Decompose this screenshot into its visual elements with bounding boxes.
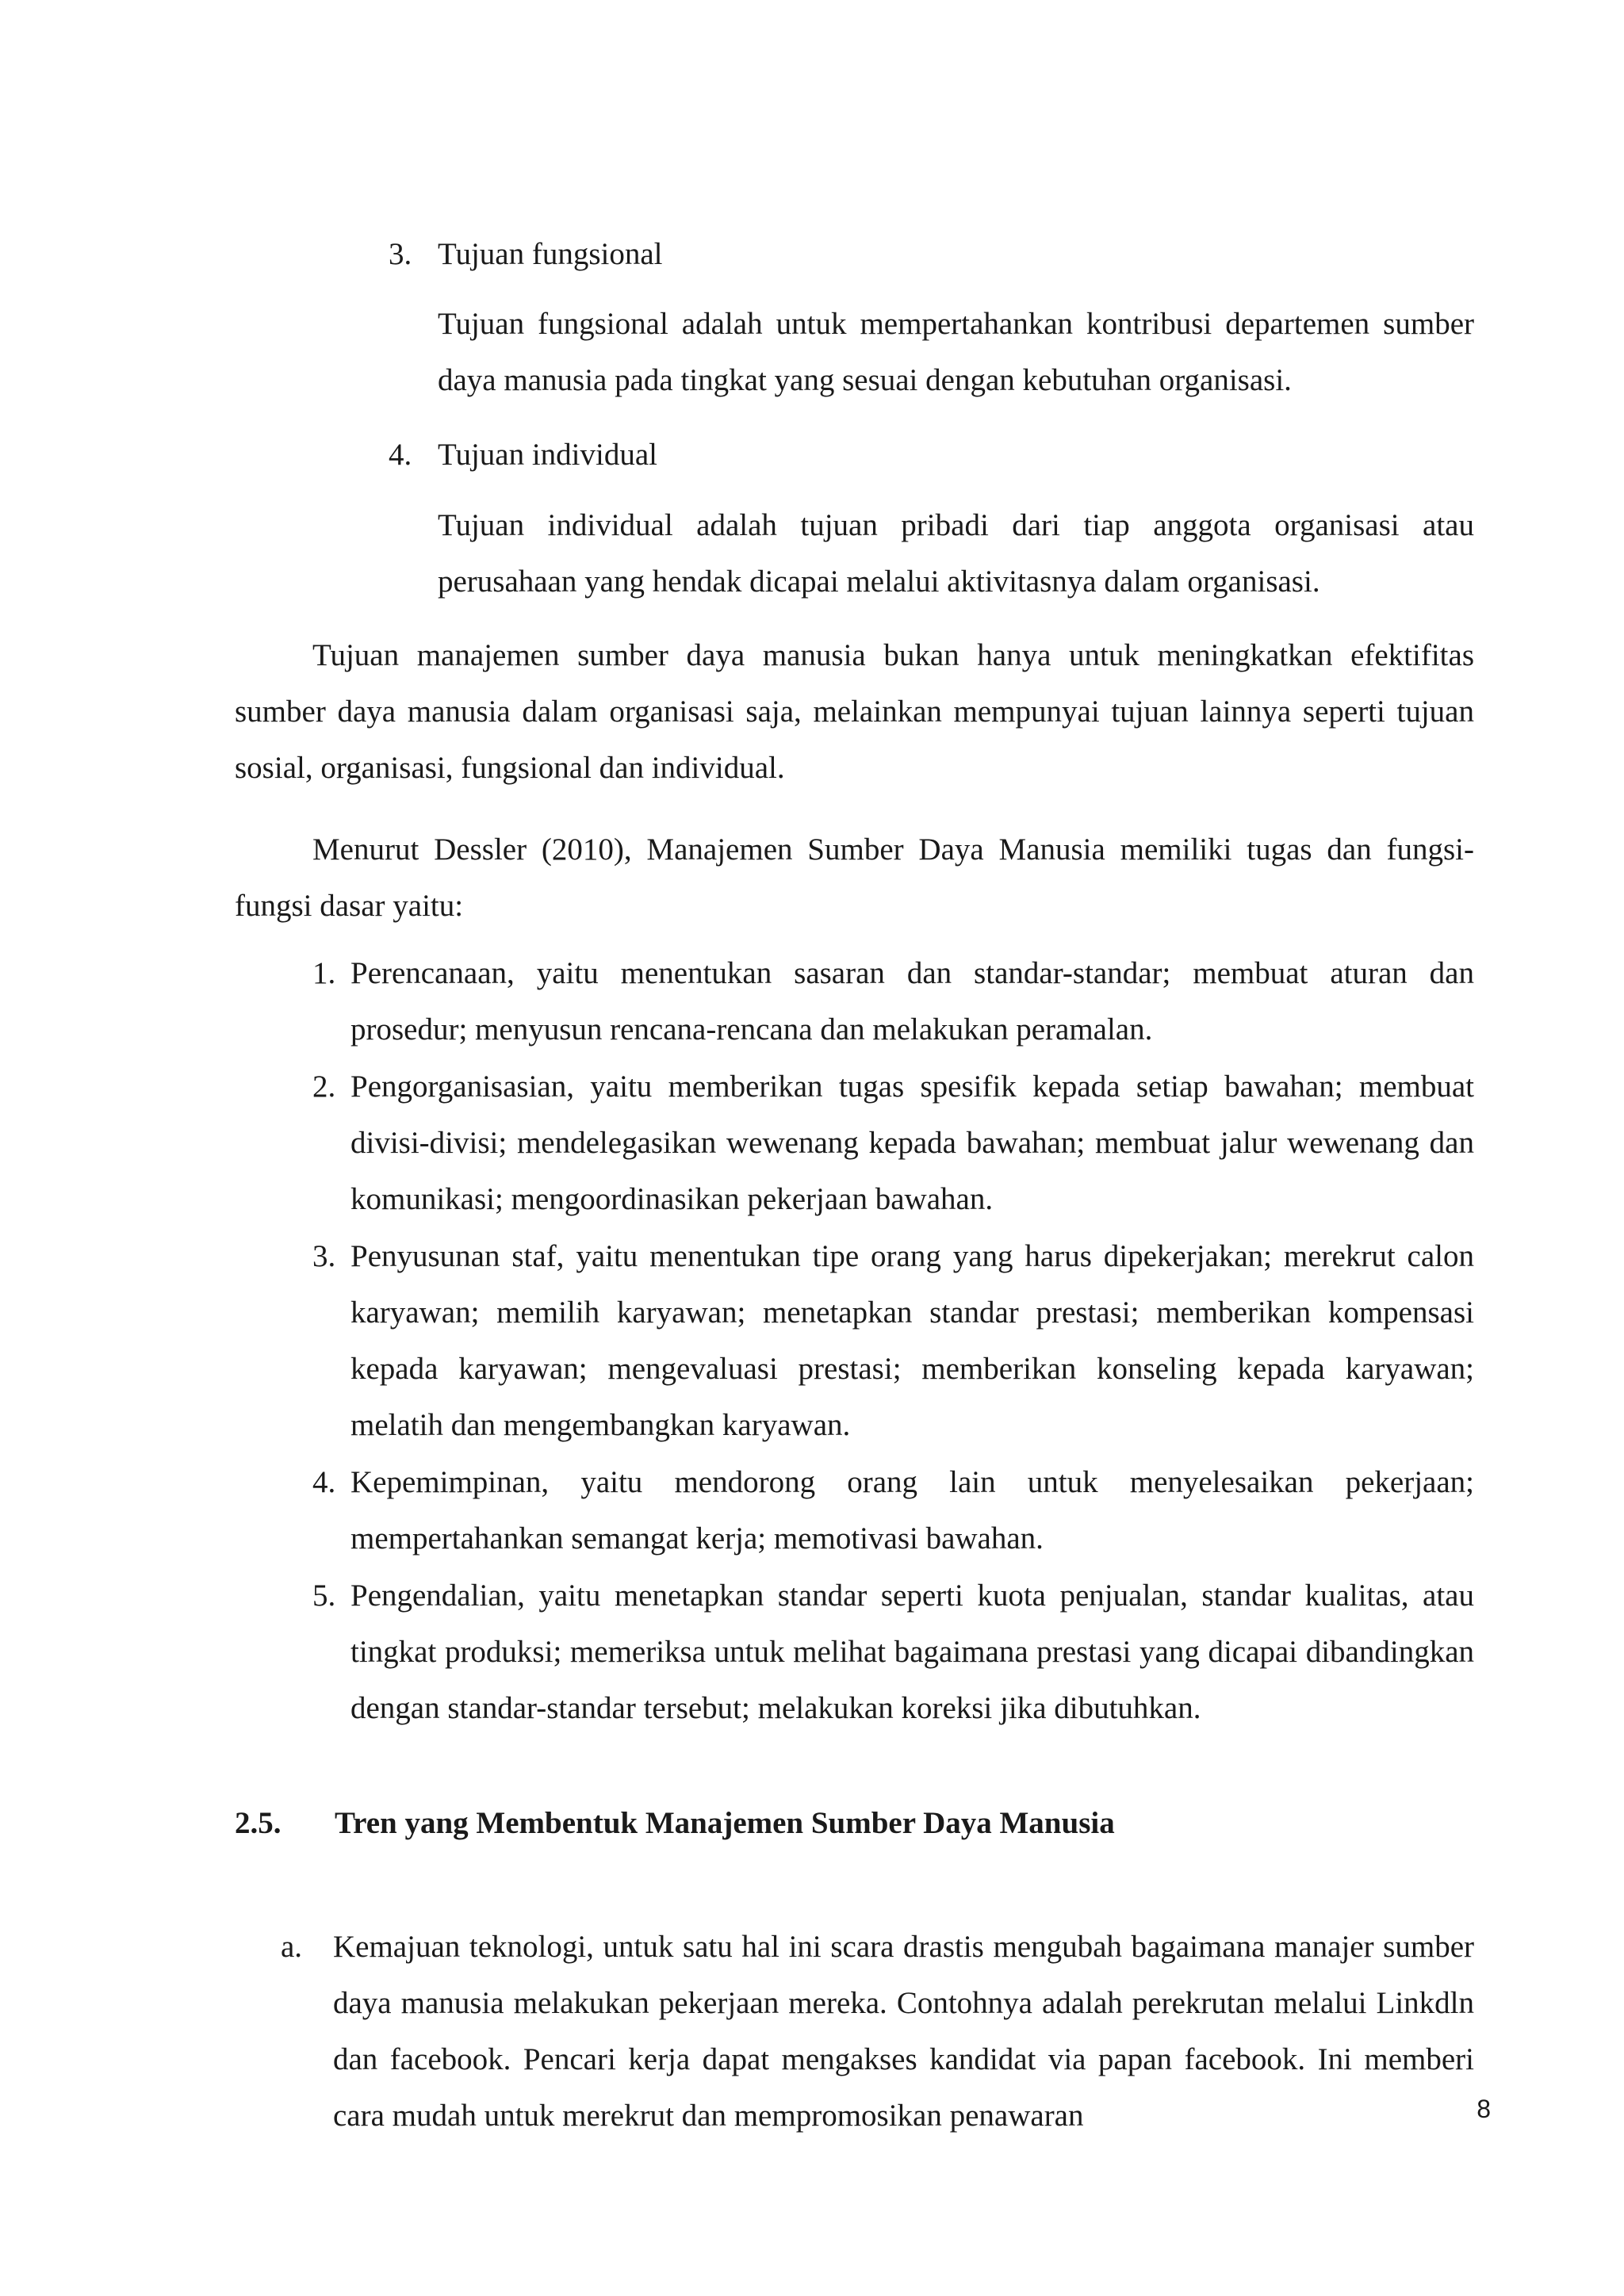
list-item-number: 4. xyxy=(312,1465,336,1499)
section-number: 2.5. xyxy=(235,1806,282,1840)
list-item xyxy=(312,1228,1474,1453)
dessler-paragraph: Menurut Dessler (2010), Manajemen Sumber Daya Manusia memiliki tugas dan fungsi-fungsi dasar yaitu: xyxy=(235,832,1474,923)
list-item-text: Kepemimpinan, yaitu mendorong orang lain untuk menyelesaikan pekerjaan; mempertahankan semangat kerja; memotivasi bawahan. xyxy=(350,1465,1474,1556)
list-item-letter: a. xyxy=(281,1930,303,1964)
list-item xyxy=(312,1454,1474,1567)
section-title: Tren yang Membentuk Manajemen Sumber Daya Manusia xyxy=(335,1806,1115,1840)
objective-number: 3. xyxy=(389,237,412,271)
objective-title xyxy=(389,226,1483,282)
objective-title-text: Tujuan individual xyxy=(438,438,657,472)
hrm-functions-list xyxy=(312,945,1474,1737)
page-number: 8 xyxy=(1477,2095,1491,2123)
list-item xyxy=(312,945,1474,1058)
list-item xyxy=(312,1058,1474,1227)
list-item-number: 3. xyxy=(312,1239,336,1273)
list-item-text: Kemajuan teknologi, untuk satu hal ini scara drastis mengubah bagaimana manajer sumber daya manusia melakukan pekerjaan mereka. Contohnya adalah perekrutan melalui Linkdln dan facebook. Pencari kerja dapat mengakses kandidat via papan facebook. Ini memberi cara mudah untuk merekrut dan mempromosikan penawaran xyxy=(333,1930,1474,2133)
list-item xyxy=(281,1919,1474,2144)
list-item-text: Pengorganisasian, yaitu memberikan tugas spesifik kepada setiap bawahan; membuat divisi-divisi; mendelegasikan wewenang kepada bawahan; membuat jalur wewenang dan komunikasi; mengoordinasikan pekerjaan bawahan. xyxy=(350,1070,1474,1216)
objective-title-text: Tujuan fungsional xyxy=(438,237,663,271)
list-item-number: 1. xyxy=(312,956,336,990)
list-item-number: 5. xyxy=(312,1578,336,1613)
section-heading xyxy=(235,1800,1474,1847)
trends-list xyxy=(281,1919,1474,2144)
objective-number: 4. xyxy=(389,438,412,472)
objective-body: Tujuan individual adalah tujuan pribadi dari tiap anggota organisasi atau perusahaan yang hendak dicapai melalui aktivitasnya dalam organisasi. xyxy=(438,508,1474,599)
list-item-text: Perencanaan, yaitu menentukan sasaran dan standar-standar; membuat aturan dan prosedur; menyusun rencana-rencana dan melakukan peramalan. xyxy=(350,956,1474,1047)
list-item-text: Penyusunan staf, yaitu menentukan tipe orang yang harus dipekerjakan; merekrut calon karyawan; memilih karyawan; menetapkan standar prestasi; memberikan kompensasi kepada karyawan; mengevaluasi prestasi; memberikan konseling kepada karyawan; melatih dan mengembangkan karyawan. xyxy=(350,1239,1474,1442)
objective-title xyxy=(389,427,1483,483)
list-item xyxy=(312,1567,1474,1736)
objective-body: Tujuan fungsional adalah untuk mempertahankan kontribusi departemen sumber daya manusia pada tingkat yang sesuai dengan kebutuhan organisasi. xyxy=(438,307,1474,397)
list-item-number: 2. xyxy=(312,1070,336,1104)
summary-paragraph: Tujuan manajemen sumber daya manusia bukan hanya untuk meningkatkan efektifitas sumber daya manusia dalam organisasi saja, melainkan mempunyai tujuan lainnya seperti tujuan sosial, organisasi, fungsional dan individual. xyxy=(235,638,1474,785)
list-item-text: Pengendalian, yaitu menetapkan standar seperti kuota penjualan, standar kualitas, atau tingkat produksi; memeriksa untuk melihat bagaimana prestasi yang dicapai dibandingkan dengan standar-standar tersebut; melakukan koreksi jika dibutuhkan. xyxy=(350,1578,1474,1725)
